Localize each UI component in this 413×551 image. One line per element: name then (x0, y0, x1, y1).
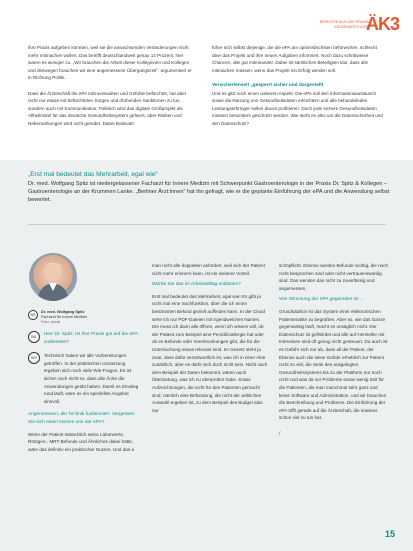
interview-column-right (279, 262, 389, 440)
portrait-photo (29, 253, 77, 301)
speaker-badge: WS (28, 352, 40, 364)
answer: man nicht alle doppelten anfordert, weil sich der Patient nicht mehr erinnern kann, ist ein weiterer Vorteil. (152, 263, 265, 276)
paragraph: Und es gibt noch einen weiteren Aspekt: Die ePA soll den Informationsaustausch sowie die Nutzung von Gesundheitsdaten erleichtern und alle behandelnden Leistungserbringer sollen davon profitieren. Doch jede sichere Gesundheitsdaten müssen besonders geschützt werden. Wie steht es also um die Datensicherheit und den Datenschutz? (212, 90, 383, 126)
interview-column-left (28, 331, 140, 453)
divider (28, 224, 386, 225)
photo-credit: Foto: privat (41, 320, 60, 324)
article-column-left (28, 44, 192, 135)
question: Wie Stimmung der ePA gegenüber ist … (279, 297, 365, 303)
person-caption (28, 310, 88, 325)
question: Würde Sie das im Arbeitsalltag entlasten? (152, 282, 241, 288)
answer: Technisch haben wir alle Vorbereitungen getroffen. In der praktischen Umsetzung ergeben sich noch viele Wie-Fragen. Es ist sicher noch nicht so, dass alle Ärzte die Anwendungen geübt haben. Damit es Einstieg rund läuft, wäre so ein spezielles Angebot sinnvoll. (43, 353, 139, 404)
paragraph: führe sich selbst diejenige, die die ePA am optimistischsten befürworten, schlecht über das Projekt und ihre neuen Aufgaben informiert. Noch dazu schrittweise Chancen, alle gut miteinander. Dabei ist sämtliches Beteiligten klar, dass alle mitmachen müssen, wenn das Projekt ein Erfolg werden soll. (212, 45, 377, 73)
question: Angenommen, die Technik funktioniert. Vergessen Sie sich einen Nutzen von der ePA? (28, 412, 135, 425)
interview-column-middle (152, 262, 268, 414)
section-header-line1: BERICHTE AUS DER PRAXIS (319, 20, 369, 24)
answer: Grundsätzlich ist das System einer elektronischen Patientenakte zu begrüßen. Aber so, wie das Ganze gegenwärtig läuft, macht es unsäglich nicht. Der Datenschutz ist gefährdet und alle auf Hersteller mit Interessen sind oft genug nicht gesteuert. Da auch ist es Gefahr sich nur ab, dass all der Patient, der Ebenso auch die seine Gefahr erheblich zur Patient nicht zu viel, die Seite des ausgelegten Gesundheitssystems bis zu der Plattform nur noch nicht und was da vor Probleme sowie wenig Zeit für die Patienten, die man manchmal sehr ganz und keine Software und Administration, und wir brauchen die Beschreibung und Probleme. Die Einführung der ePA trifft gerade auf die Ärzteschaft, die sowieso schon viel zu tun hat. (279, 308, 388, 421)
answer: Wenn der Patient tatsächlich seine Laborwerte, Röntgen-, MRT-Befunde und Ähnliches dabei hätte, wäre das definitiv ein praktischer Nutzen. Und das a (28, 431, 134, 452)
speaker-badge: BÄ (28, 331, 40, 343)
paragraph: Dass die Ärzteschaft die ePA mitzuverwalten und Gefühle befürchtet, hat aber nicht nur etwas mit befürchteten Sorgen und drohenden Sanktionen zu tun, sondern auch mit Kommunikation. Politisch wird das digitale Großprojekt als Allheilmittel für das deutsche Gesundheitssystem gefeiert, aber Risiken und Nebenwirkungen wird nicht geredet. Dabei bedeutet (28, 90, 187, 126)
person-role: Facharzt für Innere Medizin (41, 315, 88, 319)
person-name: Dr. med. Wolfgang Spitz (41, 310, 85, 314)
portrait-icon (29, 253, 77, 301)
question: Herr Dr. Spitz, ist Ihre Praxis gut auf die ePA vorbereitet? (43, 332, 138, 345)
subheading: Versichertenseit „gesperrt sicher und dargestellt (212, 82, 324, 88)
page-number: 15 (384, 529, 395, 539)
paragraph: ihre Praxis aufgeben könnten, weil sie die anwachsenden Veränderungen nicht mehr mitmachen wollen. Das betrifft deutschlandweit genau 14 Prozent, hier waren es weniger zu. „Wir brauchen die Arbeit dieser Kolleginnen und Kollegen und deswegen brauchen wir eine angemessene Übergangszeit“, argumentiert er in Richtung Politik. (28, 45, 192, 81)
section-header (289, 20, 369, 30)
magazine-logo: ÄK3 (365, 14, 399, 34)
answer: schöpflicht. Ebenso werden Befunde nichtig, die noch nicht besprochen sind oder nicht vertrauenswürdig sind. Das wenden das nicht zu zuverlässig und angemessen. (279, 263, 389, 291)
end-mark: / (279, 430, 281, 437)
speaker-badge: WS (28, 310, 38, 320)
answer: Erst mal bedeutet das Mehrarbeit, egal wie! Es gibt ja nicht mal eine Suchfunktion, über die ich einen bestimmten Befund gezielt auffinden kann. In der Cloud sehe ich nur PDF-Dateien mit irgendwelchen Namen. Die muss ich dann alle öffnen, wenn ich wissen will, ob der Patient zum Beispiel eine Penicillinallergie hat oder ob es Befunde oder Vorerkrankungen gibt, die für die Untersuchung etwas relevant sind. Im Gesetz steht ja zwar, dass dafür verantwortlich ist, was ich in einer Akte zusätzlich, aber es dürfe sich doch nicht sein. Nicht nach dem Beispiel der Daten bekommt, wären auch Überlastung, was ich zu überprüfen habe. Sowie Aufzeichnungen, die nicht für den Patienten gemacht sind, nämlich eine Befundung, die nicht der wirklichen Auswahl ergeben ist, zu dem Beispiel des Budget also nur (152, 293, 268, 413)
section-header-line2: KASSENÄRZTLICHE (334, 25, 369, 29)
interview-lead: Dr. med. Wolfgang Spitz ist niedergelassener Facharzt für Innere Medizin mit Schwerpunkt Gastroenterologie in der Praxis Dr. Spitz & Kollegen – Gastroenterologie an der Krummen Lanke. „Berliner Ärzt:innen“ hat ihn gefragt, wie er die geplante Einführung der ePA und die Anwendung selbst bewertet. (28, 181, 390, 204)
interview-title: „Erst mal bedeutet das Mehrarbeit, egal wie“ (28, 171, 158, 178)
article-column-right (212, 44, 386, 135)
